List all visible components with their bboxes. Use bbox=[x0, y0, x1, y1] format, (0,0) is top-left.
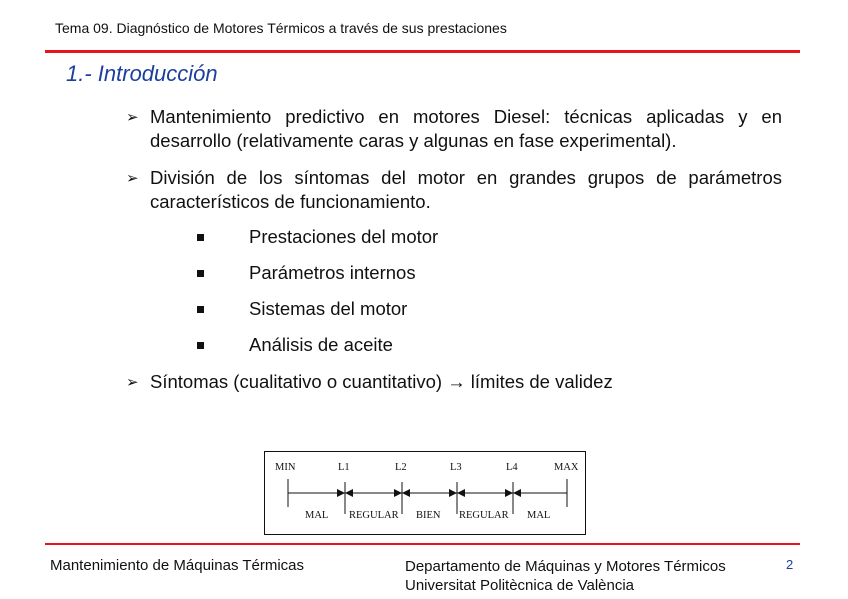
scale-label-min: MIN bbox=[275, 462, 296, 473]
bullet-text: Mantenimiento predictivo en motores Diesel: técnicas aplicadas y en desarrollo (relativamente caras y algunas en fase experimental). bbox=[150, 106, 782, 151]
bullet-item bbox=[126, 166, 782, 214]
scale-label-l3: L3 bbox=[450, 462, 462, 473]
sub-list-text: Análisis de aceite bbox=[249, 334, 393, 355]
square-bullet-icon bbox=[197, 306, 204, 313]
sub-list-text: Prestaciones del motor bbox=[249, 226, 439, 247]
zone-label-mal-left: MAL bbox=[305, 510, 329, 521]
scale-axis bbox=[288, 479, 567, 514]
sub-list-text: Parámetros internos bbox=[249, 262, 416, 283]
bullet-text: Síntomas (cualitativo o cuantitativo) → límites de validez bbox=[150, 371, 613, 392]
zone-label-regular-right: REGULAR bbox=[459, 510, 509, 521]
square-bullet-icon bbox=[197, 342, 204, 349]
zone-label-mal-right: MAL bbox=[527, 510, 551, 521]
sub-list-text: Sistemas del motor bbox=[249, 298, 408, 319]
bullet-item bbox=[126, 370, 782, 394]
square-bullet-icon bbox=[197, 270, 204, 277]
footer-course: Mantenimiento de Máquinas Térmicas bbox=[50, 557, 305, 574]
zone-label-regular-left: REGULAR bbox=[349, 510, 399, 521]
scale-label-l2: L2 bbox=[395, 462, 407, 473]
footer-divider bbox=[45, 543, 800, 545]
arrow-bullet-icon: ➢ bbox=[126, 170, 139, 187]
validity-scale-diagram bbox=[264, 451, 586, 535]
header-divider bbox=[45, 50, 800, 53]
footer-dept-line: Departamento de Máquinas y Motores Térmicos bbox=[405, 558, 726, 575]
header-title: Tema 09. Diagnóstico de Motores Térmicos a través de sus prestaciones bbox=[55, 20, 507, 36]
square-bullet-icon bbox=[197, 234, 204, 241]
page-number: 2 bbox=[786, 557, 794, 572]
scale-label-max: MAX bbox=[554, 462, 579, 473]
footer-university-line: Universitat Politècnica de València bbox=[405, 577, 635, 594]
scale-label-l1: L1 bbox=[338, 462, 350, 473]
arrow-bullet-icon: ➢ bbox=[126, 374, 139, 391]
arrow-bullet-icon: ➢ bbox=[126, 109, 139, 126]
footer-department bbox=[405, 557, 726, 595]
bullet-item bbox=[126, 105, 782, 153]
scale-label-l4: L4 bbox=[506, 462, 518, 473]
bullet-text: División de los síntomas del motor en grandes grupos de parámetros característicos de funcionamiento. bbox=[150, 167, 782, 212]
section-title: 1.- Introducción bbox=[66, 61, 218, 86]
zone-label-bien: BIEN bbox=[416, 510, 441, 521]
